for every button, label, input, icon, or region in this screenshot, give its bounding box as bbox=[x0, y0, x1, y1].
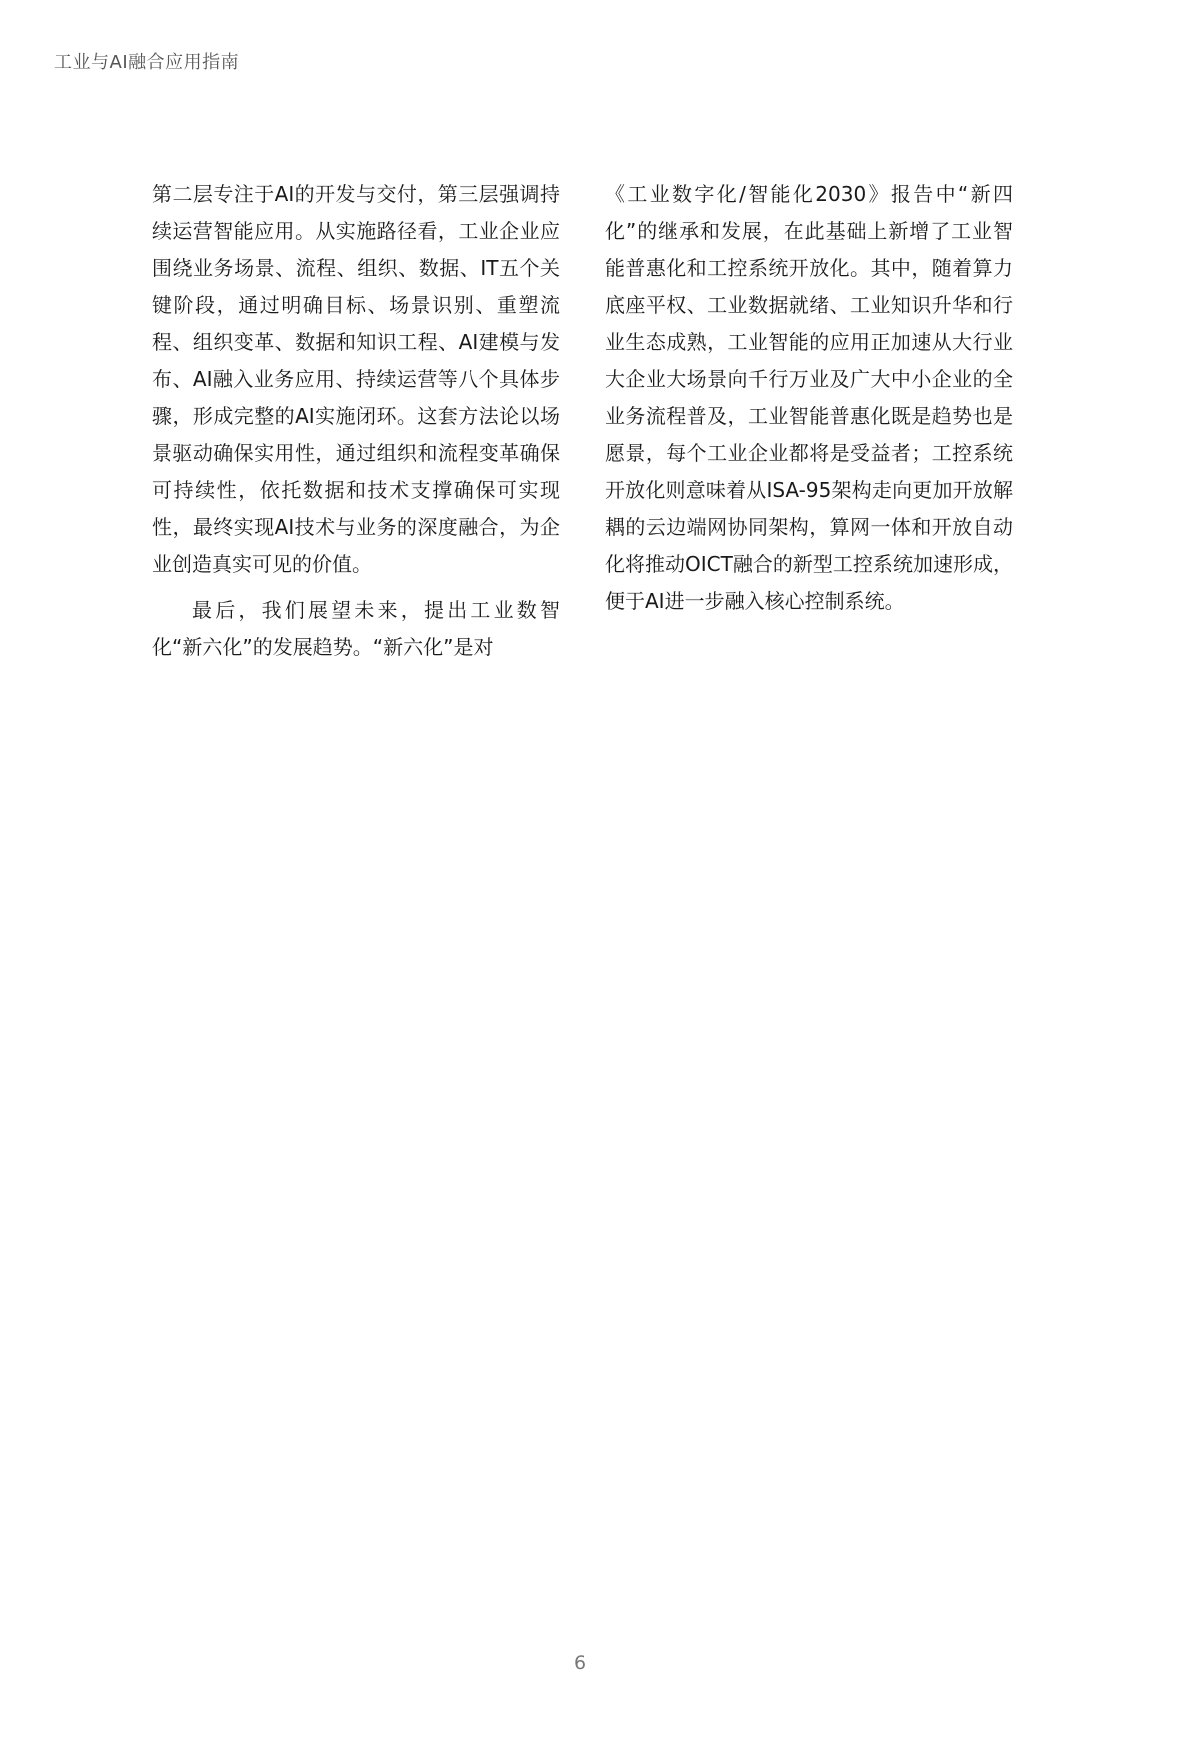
body-paragraph: 《工业数字化/智能化2030》报告中“新四化”的继承和发展，在此基础上新增了工业智能普惠化和工控系统开放化。其中，随着算力底座平权、工业数据就绪、工业知识升华和行业生态成熟，工业智能的应用正加速从大行业大企业大场景向千行万业及广大中小企业的全业务流程普及，工业智能普惠化既是趋势也是愿景，每个工业企业都将是受益者；工控系统开放化则意味着从ISA-95架构走向更加开放解耦的云边端网协同架构，算网一体和开放自动化将推动OICT融合的新型工控系统加速形成，便于AI进一步融入核心控制系统。 bbox=[605, 182, 1013, 613]
right-text-column bbox=[605, 176, 1013, 620]
body-paragraph: 最后，我们展望未来，提出工业数智化“新六化”的发展趋势。“新六化”是对 bbox=[152, 598, 560, 659]
page-number: 6 bbox=[573, 1652, 587, 1674]
running-header: 工业与AI融合应用指南 bbox=[54, 52, 240, 73]
left-text-column bbox=[152, 176, 560, 666]
body-paragraph: 第二层专注于AI的开发与交付，第三层强调持续运营智能应用。从实施路径看，工业企业应围绕业务场景、流程、组织、数据、IT五个关键阶段，通过明确目标、场景识别、重塑流程、组织变革、数据和知识工程、AI建模与发布、AI融入业务应用、持续运营等八个具体步骤，形成完整的AI实施闭环。这套方法论以场景驱动确保实用性，通过组织和流程变革确保可持续性，依托数据和技术支撑确保可实现性，最终实现AI技术与业务的深度融合，为企业创造真实可见的价值。 bbox=[152, 182, 560, 576]
